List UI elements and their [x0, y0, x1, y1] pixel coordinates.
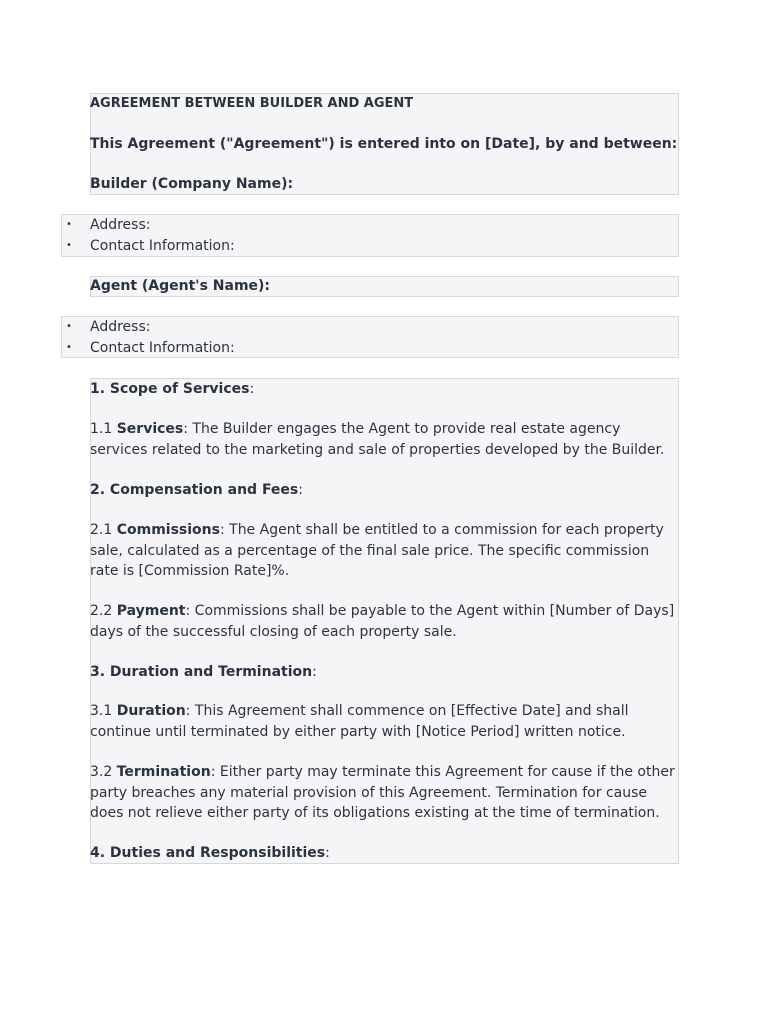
clause-text: : The Agent shall be entitled to a commission for each property sale, calculated as a percentage of the final sale price. The specific commission rate is [Commission Rate]%. — [90, 522, 664, 579]
builder-address: Address: — [90, 217, 151, 233]
section-2-heading — [90, 480, 303, 500]
section-heading-text: 4. Duties and Responsibilities — [90, 845, 326, 861]
clause-term: Services — [116, 421, 184, 437]
clause-text: : Commissions shall be payable to the Agent within [Number of Days] days of the successful closing of each property sale. — [90, 603, 675, 640]
bullet-icon: • — [66, 321, 72, 332]
bullet-icon: • — [66, 240, 72, 251]
clause-3-2 — [90, 762, 676, 824]
clause-number: 3.1 — [90, 703, 117, 719]
clause-2-1 — [90, 520, 676, 582]
clause-number: 3.2 — [90, 764, 117, 780]
clause-term: Commissions — [116, 522, 220, 538]
section-heading-text: 1. Scope of Services — [90, 381, 250, 397]
bullet-icon: • — [66, 342, 72, 353]
section-1-heading — [90, 379, 254, 399]
section-heading-colon: : — [249, 381, 255, 397]
clause-text: : This Agreement shall commence on [Effective Date] and shall continue until terminated by either party with [Notice Period] written notice. — [90, 703, 629, 740]
section-4-heading — [90, 843, 330, 863]
clause-1-1 — [90, 419, 676, 460]
section-heading-colon: : — [312, 664, 317, 680]
bullet-icon: • — [66, 219, 72, 230]
document-title: AGREEMENT BETWEEN BUILDER AND AGENT — [90, 96, 414, 111]
builder-heading: Builder (Company Name): — [90, 176, 294, 192]
clause-term: Duration — [116, 703, 186, 719]
clause-number: 2.2 — [90, 603, 117, 619]
intro-text: This Agreement ("Agreement") is entered into on [Date], by and between: — [90, 136, 678, 152]
section-3-heading — [90, 662, 317, 682]
clause-term: Termination — [116, 764, 211, 780]
builder-contact: Contact Information: — [90, 238, 235, 254]
clause-term: Payment — [116, 603, 186, 619]
section-heading-colon: : — [298, 482, 303, 498]
agent-contact: Contact Information: — [90, 340, 235, 356]
clause-text: : Either party may terminate this Agreement for cause if the other party breaches any material provision of this Agreement. Termination for cause does not relieve either party of its obligations existing at the time of termination. — [90, 764, 675, 821]
agent-address: Address: — [90, 319, 151, 335]
section-heading-text: 2. Compensation and Fees — [90, 482, 299, 498]
clause-3-1 — [90, 701, 676, 742]
section-heading-colon: : — [325, 845, 330, 861]
clause-text: : The Builder engages the Agent to provide real estate agency services related to the marketing and sale of properties developed by the Builder. — [90, 421, 665, 458]
agent-heading: Agent (Agent's Name): — [90, 278, 271, 294]
section-heading-text: 3. Duration and Termination — [90, 664, 313, 680]
clause-2-2 — [90, 601, 676, 642]
clause-number: 1.1 — [90, 421, 117, 437]
clause-number: 2.1 — [90, 522, 117, 538]
